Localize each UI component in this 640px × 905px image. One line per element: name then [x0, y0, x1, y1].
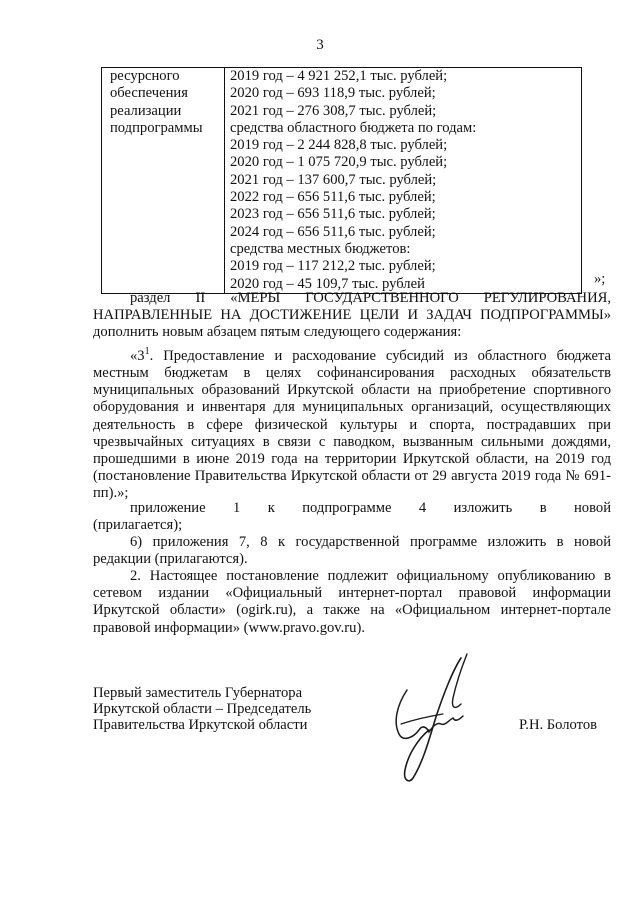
- funding-line: 2020 год – 45 109,7 тыс. рублей: [230, 275, 425, 292]
- section-line: раздел II «МЕРЫ ГОСУДАРСТВЕННОГО РЕГУЛИРОВАНИЯ,: [130, 290, 611, 306]
- left-cell-line: реализации: [110, 102, 182, 119]
- handwritten-signature: [383, 650, 493, 790]
- section-line: НАПРАВЛЕННЫЕ НА ДОСТИЖЕНИЕ ЦЕЛИ И ЗАДАЧ ПОДПРОГРАММЫ»: [93, 307, 611, 324]
- funding-line: 2021 год – 276 308,7 тыс. рублей;: [230, 102, 437, 119]
- left-cell-line: обеспечения: [110, 85, 188, 102]
- funding-line: 2020 год – 693 118,9 тыс. рублей;: [230, 85, 436, 102]
- funding-line: 2019 год – 2 244 828,8 тыс. рублей;: [230, 137, 448, 154]
- funding-line: средства местных бюджетов:: [230, 240, 411, 257]
- section-paragraph: [93, 290, 611, 342]
- signatory-name: Р.Н. Болотов: [519, 717, 598, 733]
- funding-line: 2021 год – 137 600,7 тыс. рублей;: [230, 171, 437, 188]
- item-6-paragraph: [93, 534, 611, 568]
- quote-superscript: 1: [144, 346, 150, 357]
- signatory-position: [93, 685, 311, 733]
- funding-line: 2023 год – 656 511,6 тыс. рублей;: [230, 206, 436, 223]
- page-number: 3: [316, 37, 324, 53]
- signatory-line: Первый заместитель Губернатора: [93, 685, 303, 701]
- table-right-cell: [225, 68, 582, 294]
- funding-line: 2019 год – 117 212,2 тыс. рублей;: [230, 258, 436, 275]
- item-6-line: 6) приложения 7, 8 к государственной программе изложить в новой: [130, 534, 611, 550]
- table-left-cell: [102, 68, 225, 294]
- funding-line: 2024 год – 656 511,6 тыс. рублей;: [230, 223, 436, 240]
- quote-text: [93, 343, 611, 503]
- funding-line: 2019 год – 4 921 252,1 тыс. рублей;: [230, 68, 448, 84]
- item-6-line: редакции (прилагаются).: [93, 551, 248, 568]
- appendix-line: (прилагается);: [93, 517, 183, 534]
- item-2-text: 2. Настоящее постановление подлежит официальному опубликованию в сетевом издании «Официальный интернет-портал правовой информации Иркутской области» (ogirk.ru), а также на «Официальном интернет-портале правовой информации» (www.pravo.gov.ru).: [93, 568, 611, 636]
- item-2-paragraph: [93, 568, 611, 637]
- resources-table: [101, 67, 582, 294]
- section-line: дополнить новым абзацем пятым следующего содержания:: [93, 324, 462, 341]
- quote-paragraph: [93, 343, 611, 503]
- signatory-line: Правительства Иркутской области: [93, 717, 308, 733]
- quote-prefix: «3: [130, 347, 145, 364]
- funding-line: 2022 год – 656 511,6 тыс. рублей;: [230, 189, 436, 206]
- signatory-line: Иркутской области – Председатель: [93, 701, 312, 717]
- left-cell-line: ресурсного: [110, 68, 180, 84]
- quote-body: . Предоставление и расходование субсидий из областного бюджета местным бюджетам в целях софинансирования расходных обязательств муниципальных образований Иркутской области на приобретение спортивного оборудования и инвентаря для муниципальных организаций, осуществляющих деятельность в сфере физической культуры и спорта, пострадавших при чрезвычайных ситуациях в связи с паводком, вызванным сильными дождями, прошедшими в июне 2019 года на территории Иркутской области, на 2019 год (постановление Правительства Иркутской области от 29 августа 2019 года № 691-пп).»;: [93, 347, 611, 502]
- funding-line: средства областного бюджета по годам:: [230, 119, 477, 136]
- table-closing-quote: »;: [594, 271, 606, 287]
- appendix-paragraph: [93, 500, 611, 534]
- funding-line: 2020 год – 1 075 720,9 тыс. рублей;: [230, 154, 448, 171]
- appendix-line: приложение 1 к подпрограмме 4 изложить в новой: [130, 500, 611, 516]
- left-cell-line: подпрограммы: [110, 119, 203, 136]
